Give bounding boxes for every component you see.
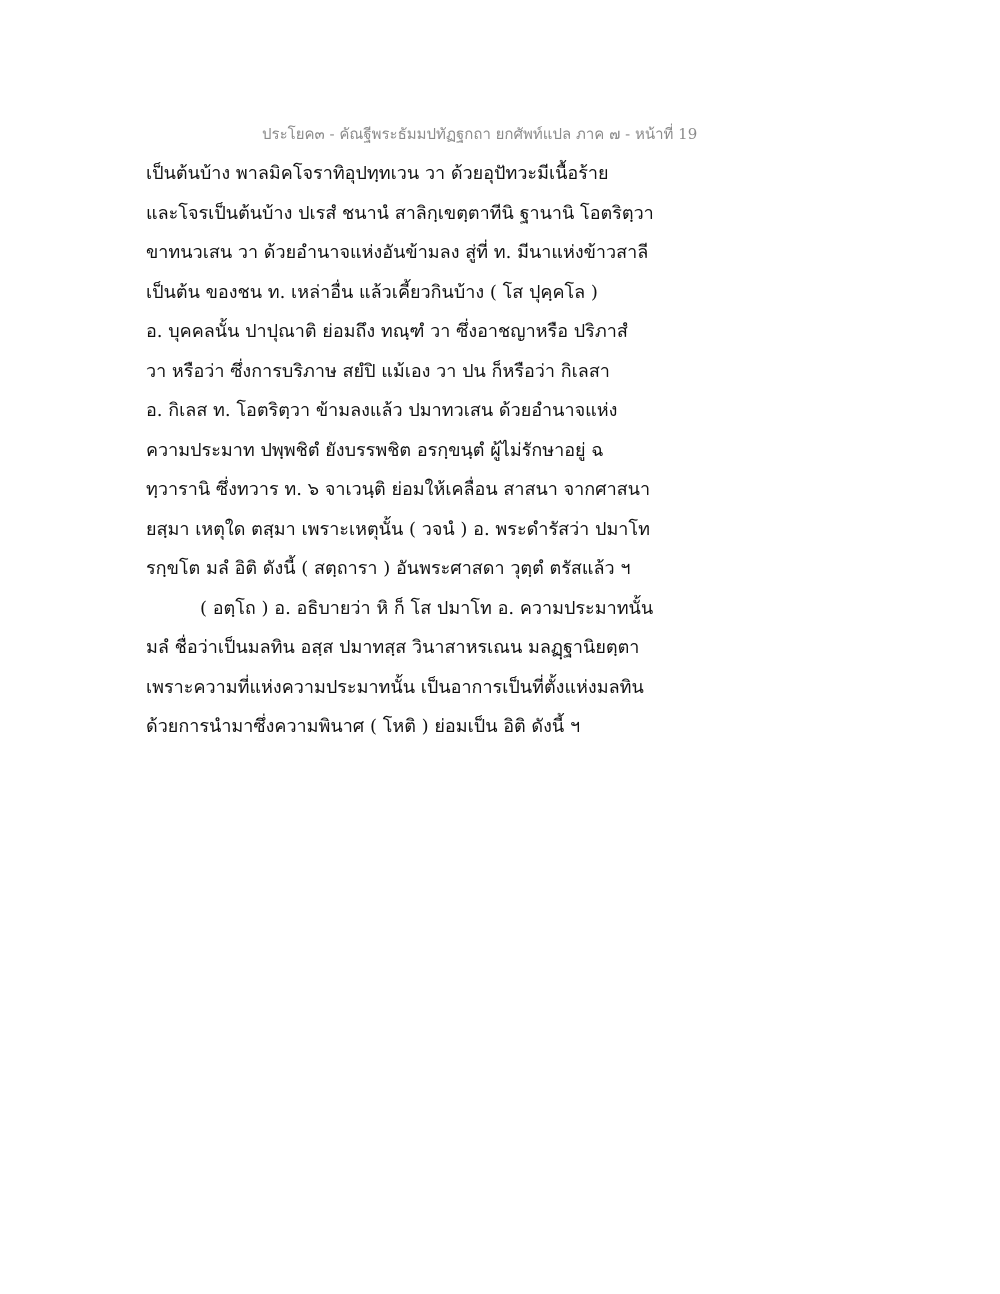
text-line: มลํ ชื่อว่าเป็นมลทิน อสฺส ปมาทสฺส วินาสาหรเณน มลฏฺฐานิยตฺตา bbox=[146, 637, 640, 658]
running-header: ประโยค๓ - คัณฐีพระธัมมปทัฏฐกถา ยกศัพท์แปล ภาค ๗ - หน้าที่ 19 bbox=[262, 125, 698, 143]
text-line: ความประมาท ปพฺพชิตํ ยังบรรพชิต อรกฺขนฺตํ ผู้ไม่รักษาอยู่ ฉ bbox=[146, 439, 604, 461]
text-line: ขาทนวเสน วา ด้วยอำนาจแห่งอันข้ามลง สู่ที่ ท. มีนาแห่งข้าวสาลี bbox=[146, 242, 649, 263]
text-line: รกฺขโต มลํ อิติ ดังนี้ ( สตฺถารา ) อันพระศาสดา วุตฺตํ ตรัสแล้ว ฯ bbox=[146, 558, 631, 579]
text-line: เป็นต้น ของชน ท. เหล่าอื่น แล้วเคี้ยวกินบ้าง ( โส ปุคฺคโล ) bbox=[146, 281, 598, 303]
text-line: ด้วยการนำมาซึ่งความพินาศ ( โหติ ) ย่อมเป็น อิติ ดังนี้ ฯ bbox=[146, 716, 581, 737]
text-line: เป็นต้นบ้าง พาลมิคโจราทิอุปทฺทเวน วา ด้วยอุปัทวะมีเนื้อร้าย bbox=[146, 163, 609, 184]
text-line: เพราะความที่แห่งความประมาทนั้น เป็นอาการเป็นที่ตั้งแห่งมลทิน bbox=[146, 676, 644, 698]
paragraph-first-line: ( อตฺโถ ) อ. อธิบายว่า หิ ก็ โส ปมาโท อ. ความประมาทนั้น bbox=[200, 597, 654, 619]
body-text bbox=[146, 154, 706, 747]
text-line: อ. กิเลส ท. โอตริตฺวา ข้ามลงแล้ว ปมาทวเสน ด้วยอำนาจแห่ง bbox=[146, 400, 618, 421]
text-line: ยสฺมา เหตุใด ตสฺมา เพราะเหตุนั้น ( วจนํ ) อ. พระดำรัสว่า ปมาโท bbox=[146, 518, 650, 540]
text-line: อ. บุคคลนั้น ปาปุณาติ ย่อมถึง ทณฺฑํ วา ซึ่งอาชญาหรือ ปริภาสํ bbox=[146, 321, 628, 342]
text-line: วา หรือว่า ซึ่งการบริภาษ สยํปิ แม้เอง วา ปน ก็หรือว่า กิเลสา bbox=[146, 360, 610, 382]
text-line: ทฺวารานิ ซึ่งทวาร ท. ๖ จาเวนฺติ ย่อมให้เคลื่อน สาสนา จากศาสนา bbox=[146, 479, 651, 500]
text-line: และโจรเป็นต้นบ้าง ปเรสํ ชนานํ สาลิกฺเขตฺตาทีนิ ฐานานิ โอตริตฺวา bbox=[146, 202, 654, 224]
